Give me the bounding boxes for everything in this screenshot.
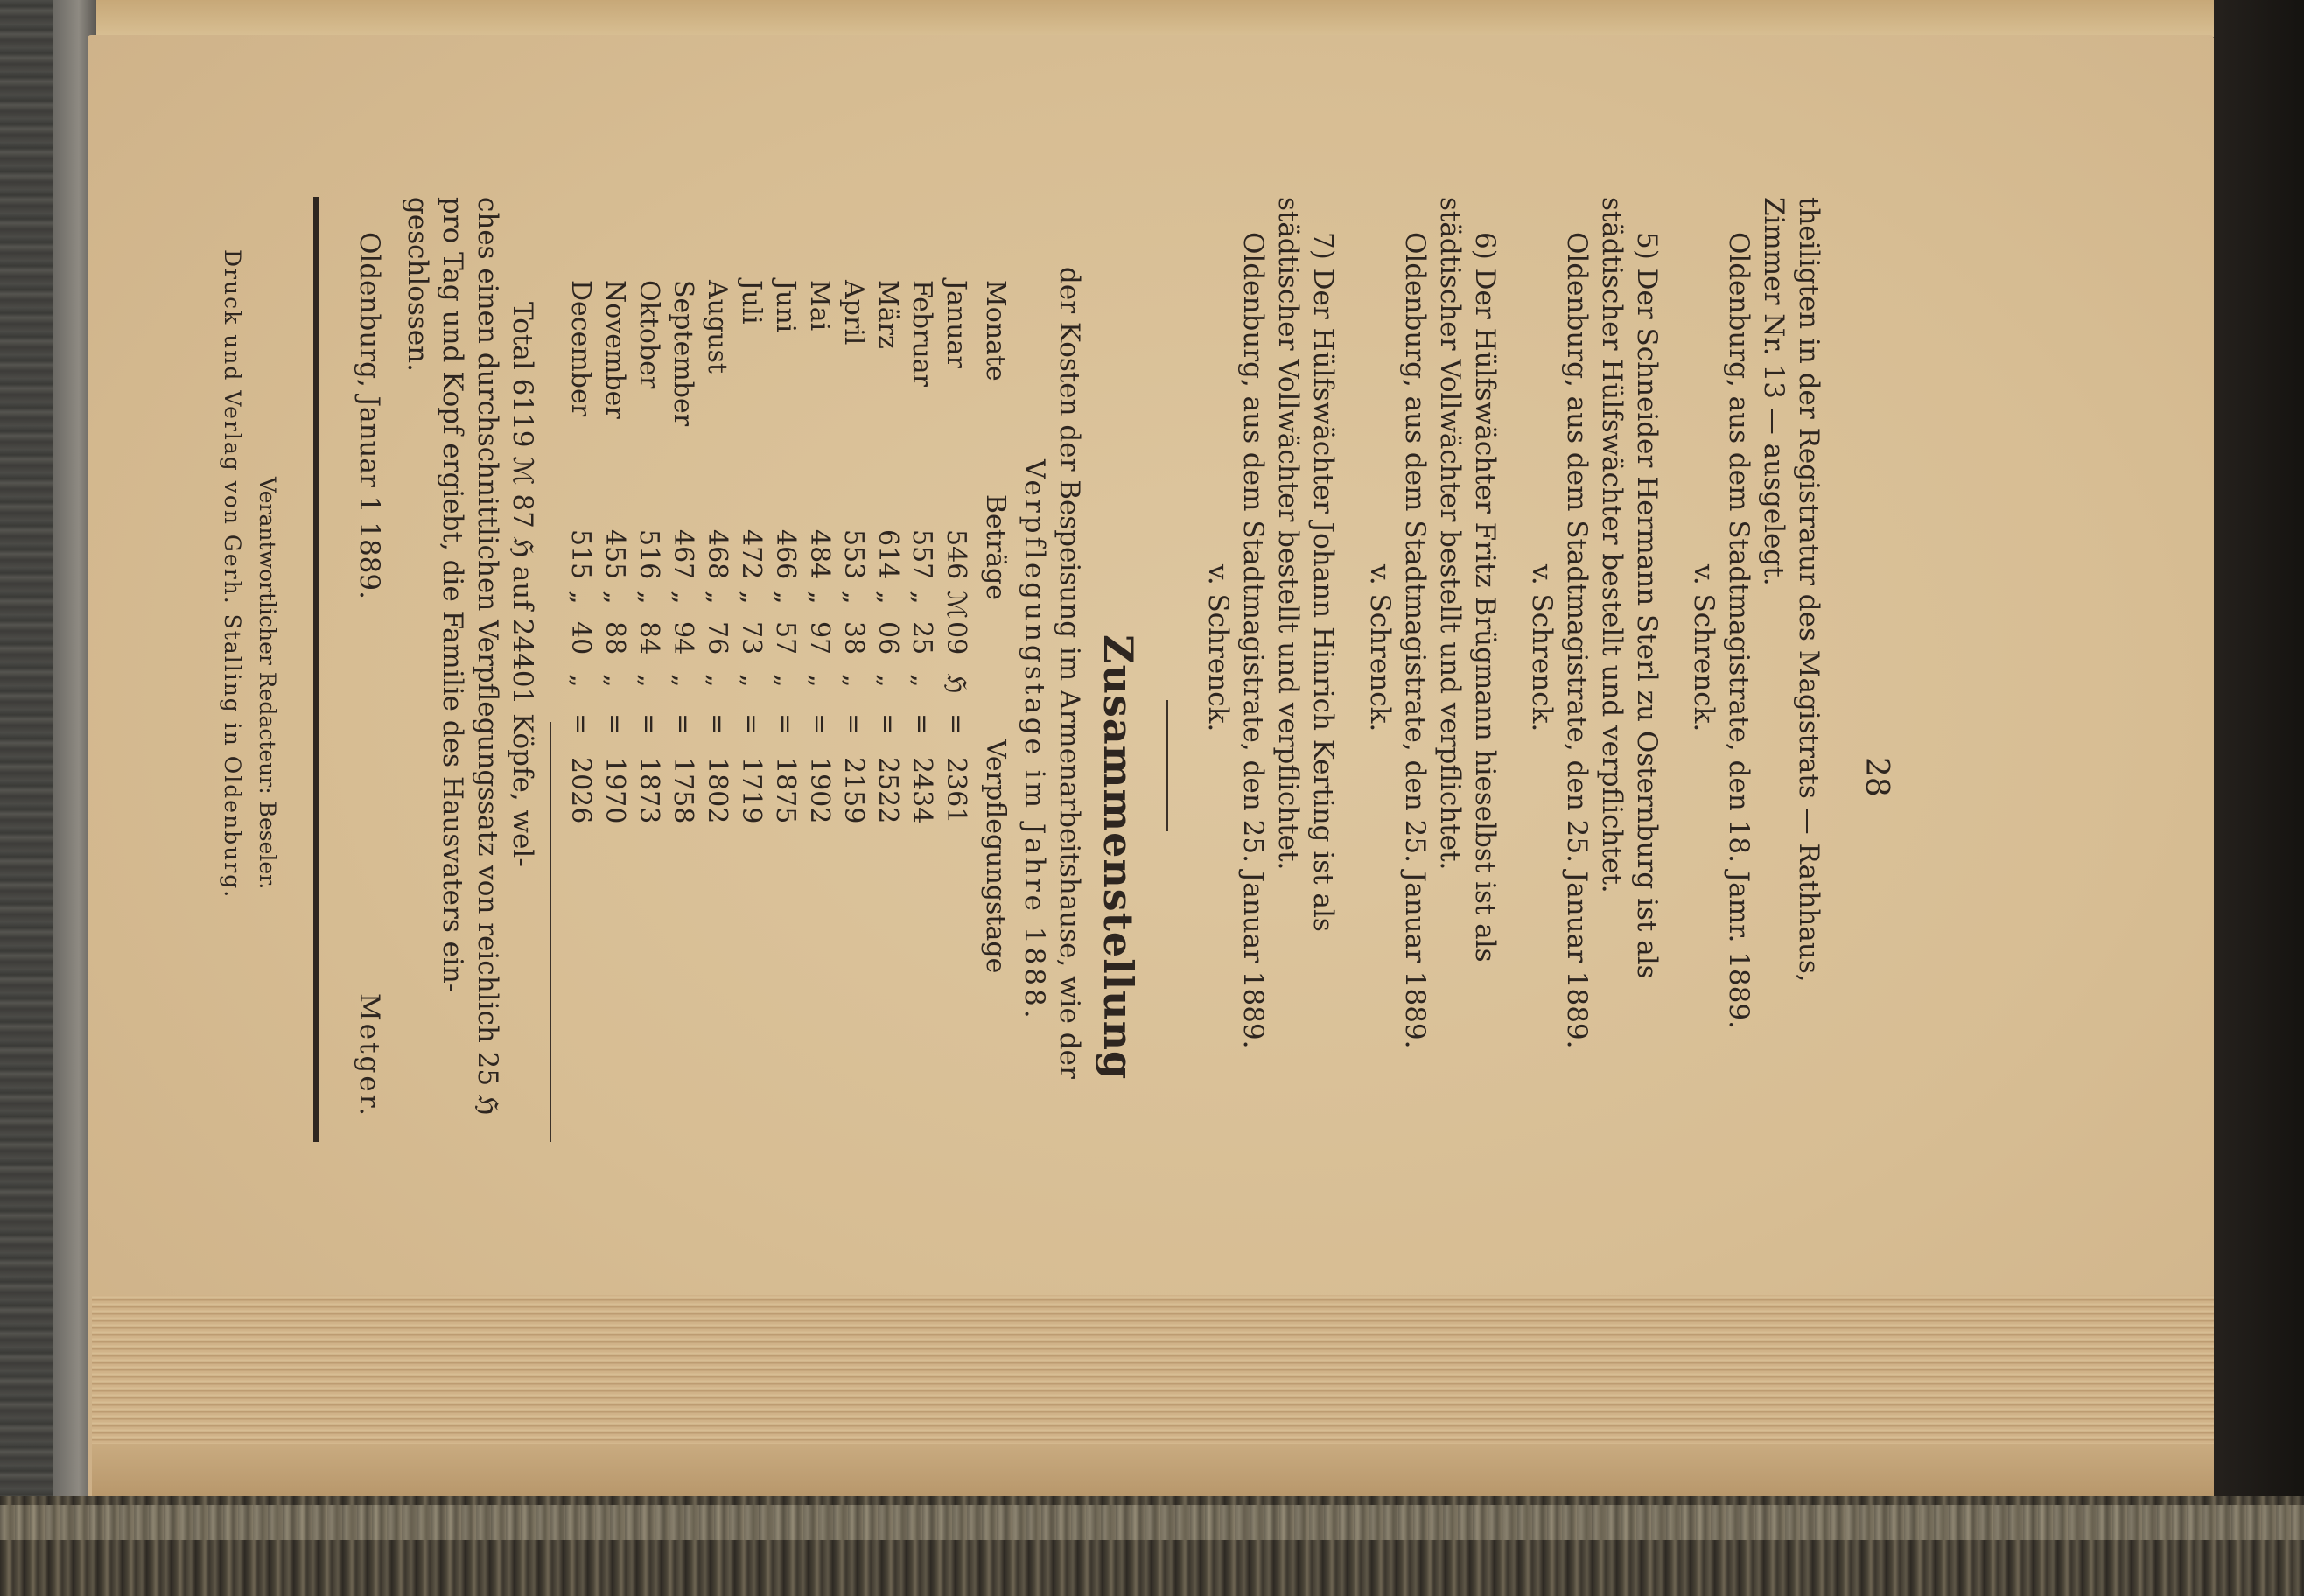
table-cell-eq: =: [736, 713, 767, 736]
table-cell-month: Februar: [907, 280, 937, 388]
signer: Metger.: [354, 993, 385, 1119]
table-cell-pf: 84: [634, 621, 664, 655]
table-cell-sep: „: [565, 591, 596, 605]
table-cell-days: 1902: [804, 757, 835, 824]
total-continuation: ches einen durchschnittlichen Verpflegungssatz von reichlich 25 ℌ: [472, 197, 503, 1116]
place-date: Oldenburg, Januar 1 1889.: [354, 232, 385, 599]
notice-line: Oldenburg, aus dem Stadtmagistrate, den 18. Jamr. 1889.: [1723, 232, 1754, 1029]
table-cell-unit: „: [599, 674, 630, 688]
table-cell-unit: „: [736, 674, 767, 688]
table-cell-month: Oktober: [634, 280, 664, 389]
table-cell-unit: „: [770, 674, 801, 688]
table-cell-sep: „: [838, 591, 869, 605]
table-cell-sep: „: [804, 591, 835, 605]
notice-line: städtischer Vollwächter bestellt und verpflichtet.: [1272, 197, 1304, 871]
table-cell-days: 2522: [872, 757, 903, 824]
table-cell-eq: =: [907, 713, 937, 736]
table-cell-pf: 97: [804, 621, 835, 655]
table-cell-month: Mai: [804, 280, 835, 332]
table-cell-sep: „: [872, 591, 903, 605]
total-rule: [550, 722, 551, 1142]
table-cell-unit: „: [565, 674, 596, 688]
table-cell-days: 2434: [907, 757, 937, 824]
table-cell-days: 1758: [668, 757, 698, 824]
table-cell-pf: 94: [668, 621, 698, 655]
table-cell-mark: 468: [702, 529, 732, 580]
page-number: 28: [1859, 757, 1894, 797]
table-cell-month: Juli: [736, 280, 767, 325]
section-divider: [1166, 700, 1168, 831]
table-cell-mark: 472: [736, 529, 767, 580]
table-cell-pf: 73: [736, 621, 767, 655]
table-cell-unit: „: [668, 674, 698, 688]
table-cell-pf: 76: [702, 621, 732, 655]
notice-line: städtischer Hülfswächter bestellt und verpflichtet.: [1596, 197, 1628, 893]
table-cell-mark: 515: [565, 529, 596, 580]
table-cell-sep: „: [736, 591, 767, 605]
table-cell-mark: 546: [941, 529, 971, 580]
notice-line: städtischer Vollwächter bestellt und verpflichtet.: [1434, 197, 1466, 871]
total-continuation: geschlossen.: [402, 197, 433, 372]
footer-editor: Verantwortlicher Redacteur: Beseler.: [255, 477, 280, 890]
table-cell-mark: 557: [907, 529, 937, 580]
table-cell-month: Januar: [941, 280, 971, 368]
table-cell-sep: „: [599, 591, 630, 605]
table-cell-sep: „: [702, 591, 732, 605]
table-cell-unit: „: [907, 674, 937, 688]
table-cell-pf: 06: [872, 621, 903, 655]
table-cell-unit: „: [702, 674, 732, 688]
table-cell-mark: 455: [599, 529, 630, 580]
table-cell-days: 2159: [838, 757, 869, 824]
notice-line: 5) Der Schneider Hermann Sterl zu Osternburg ist als: [1631, 232, 1663, 979]
table-cell-pf: 25: [907, 621, 937, 655]
notice-line: 6) Der Hülfswächter Fritz Brügmann hieselbst ist als: [1469, 232, 1501, 962]
rotated-page-content: [144, 197, 1894, 1387]
table-cell-sep: „: [668, 591, 698, 605]
notice-line: 7) Der Hülfswächter Johann Hinrich Kerting ist als: [1307, 232, 1339, 932]
table-cell-month: Juni: [770, 280, 801, 333]
table-cell-eq: =: [634, 713, 664, 736]
table-cell-unit: „: [838, 674, 869, 688]
table-cell-unit: ℌ: [941, 674, 971, 694]
table-cell-days: 2026: [565, 757, 596, 824]
column-header-month: Monate: [980, 280, 1011, 382]
notice-line: Oldenburg, aus dem Stadtmagistrate, den 25. Januar 1889.: [1561, 232, 1593, 1049]
signature: v. Schrenck.: [1526, 564, 1558, 732]
table-cell-month: September: [668, 280, 698, 427]
table-cell-unit: „: [804, 674, 835, 688]
table-cell-eq: =: [770, 713, 801, 736]
notice-line: Zimmer Nr. 13 — ausgelegt.: [1758, 197, 1789, 586]
table-cell-days: 1970: [599, 757, 630, 824]
table-cell-sep: ℳ: [941, 591, 971, 620]
signature: v. Schrenck.: [1364, 564, 1396, 732]
table-cell-mark: 614: [872, 529, 903, 580]
notice-line: theiligten in der Registratur des Magistrats — Rathhaus,: [1793, 197, 1824, 983]
table-cell-pf: 88: [599, 621, 630, 655]
table-cell-mark: 467: [668, 529, 698, 580]
table-cell-month: März: [872, 280, 903, 349]
table-cell-days: 1875: [770, 757, 801, 824]
table-cell-eq: =: [872, 713, 903, 736]
signature: v. Schrenck.: [1202, 564, 1234, 732]
table-cell-month: November: [599, 280, 630, 419]
table-cell-pf: 40: [565, 621, 596, 655]
table-cell-eq: =: [565, 713, 596, 736]
table-cell-sep: „: [907, 591, 937, 605]
table-cell-mark: 516: [634, 529, 664, 580]
table-cell-eq: =: [838, 713, 869, 736]
table-cell-unit: „: [634, 674, 664, 688]
notice-line: Oldenburg, aus dem Stadtmagistrate, den 25. Januar 1889.: [1237, 232, 1269, 1049]
total-line: Total 6119 ℳ 87 ℌ auf 24401 Köpfe, wel-: [507, 302, 538, 867]
table-cell-pf: 09: [941, 621, 971, 655]
book-cover-right: [2214, 0, 2304, 1596]
page-top-edge: [96, 0, 2214, 37]
footer-rule: [313, 197, 319, 1142]
table-cell-sep: „: [770, 591, 801, 605]
table-cell-eq: =: [941, 713, 971, 736]
table-cell-days: 2361: [941, 757, 971, 824]
table-cell-eq: =: [599, 713, 630, 736]
summary-subtitle: Verpflegungstage im Jahre 1888.: [1019, 459, 1050, 1022]
table-cell-pf: 38: [838, 621, 869, 655]
table-cell-days: 1802: [702, 757, 732, 824]
cover-texture: [0, 1505, 2304, 1540]
footer-publisher: Druck und Verlag von Gerh. Stalling in Oldenburg.: [220, 249, 245, 900]
table-cell-month: August: [702, 280, 732, 374]
summary-title: Zusammenstellung: [1095, 634, 1142, 1081]
table-cell-eq: =: [702, 713, 732, 736]
notice-line: Oldenburg, aus dem Stadtmagistrate, den 25. Januar 1889.: [1399, 232, 1431, 1049]
total-continuation: pro Tag und Kopf ergiebt, die Familie des Hausvaters ein-: [437, 197, 468, 993]
table-cell-mark: 484: [804, 529, 835, 580]
table-cell-month: April: [838, 280, 869, 346]
table-cell-sep: „: [634, 591, 664, 605]
column-header-amount: Beträge: [980, 494, 1011, 601]
table-cell-pf: 57: [770, 621, 801, 655]
summary-subtitle: der Kosten der Bespeisung im Armenarbeitshause, wie der: [1054, 267, 1085, 1079]
table-cell-days: 1873: [634, 757, 664, 824]
table-cell-mark: 553: [838, 529, 869, 580]
table-cell-unit: „: [872, 674, 903, 688]
signature: v. Schrenck.: [1688, 564, 1719, 732]
table-cell-eq: =: [804, 713, 835, 736]
table-cell-month: December: [565, 280, 596, 417]
table-cell-eq: =: [668, 713, 698, 736]
table-cell-days: 1719: [736, 757, 767, 824]
column-header-days: Verpflegungstage: [980, 739, 1011, 974]
table-cell-mark: 466: [770, 529, 801, 580]
